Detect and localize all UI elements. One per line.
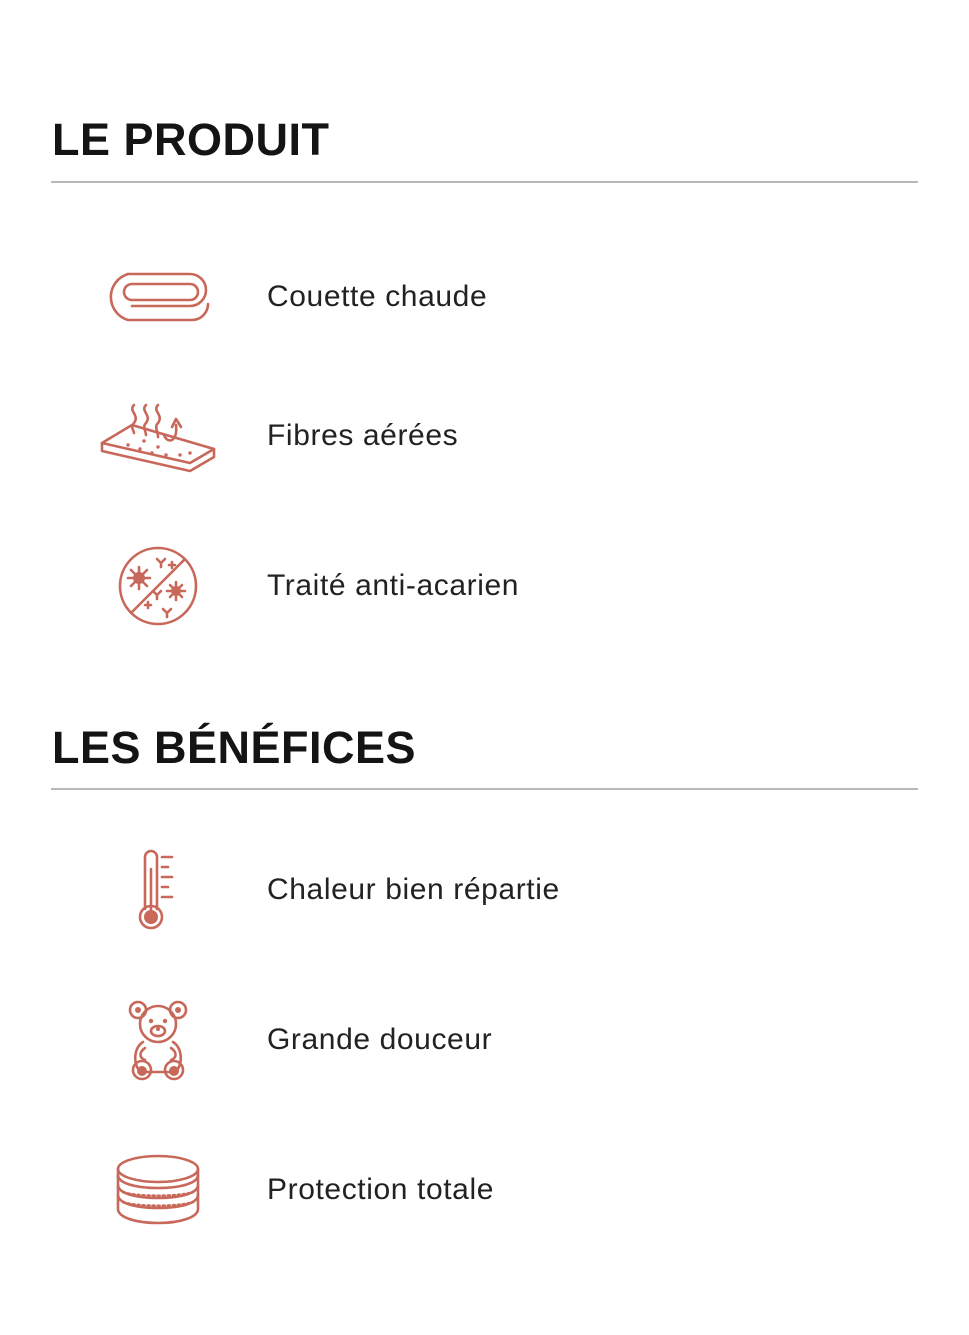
teddy-bear-icon — [96, 990, 220, 1090]
feature-item — [0, 536, 969, 636]
feature-item — [0, 247, 969, 347]
feature-label: Protection totale — [267, 1173, 494, 1206]
folded-blanket-icon — [96, 247, 220, 347]
feature-label: Chaleur bien répartie — [267, 873, 560, 906]
feature-label: Traité anti-acarien — [267, 569, 520, 602]
feature-label: Couette chaude — [267, 280, 488, 313]
anti-mite-icon — [96, 536, 220, 636]
section-divider — [51, 181, 918, 183]
section-divider — [51, 788, 918, 790]
feature-item — [0, 1140, 969, 1240]
section-title-benefices: LES BÉNÉFICES — [52, 722, 417, 773]
feature-item — [0, 386, 969, 486]
section-title-produit: LE PRODUIT — [52, 114, 330, 165]
airy-fibres-icon — [96, 386, 220, 486]
feature-label: Grande douceur — [267, 1023, 493, 1056]
layered-protection-icon — [96, 1140, 220, 1240]
feature-item — [0, 990, 969, 1090]
feature-item — [0, 840, 969, 940]
thermometer-icon — [96, 840, 220, 940]
feature-label: Fibres aérées — [267, 419, 459, 452]
